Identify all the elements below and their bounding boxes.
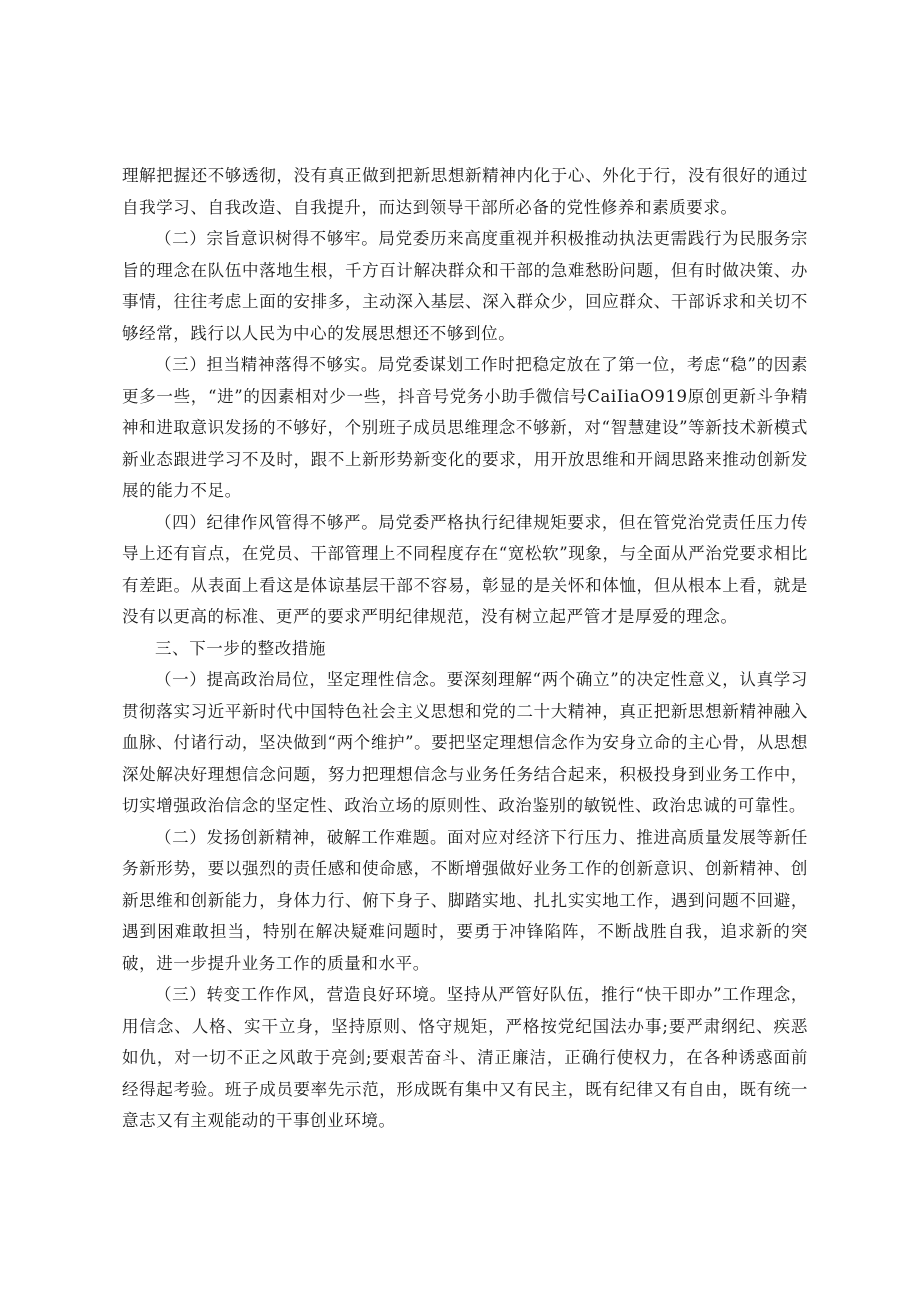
paragraph-continued: 理解把握还不够透彻，没有真正做到把新思想新精神内化于心、外化于行，没有很好的通过自我学习、自我改造、自我提升，而达到领导干部所必备的党性修养和素质要求。: [122, 166, 808, 217]
paragraph-innovation-spirit: （二）发扬创新精神，破解工作难题。面对应对经济下行压力、推进高质量发展等新任务新形势，要以强烈的责任感和使命感，不断增强做好业务工作的创新意识、创新精神、创新思维和创新能力，身体力行、俯下身子、脚踏实地、扎扎实实地工作，遇到问题不回避，遇到困难敢担当，特别在解决疑难问题时，要勇于冲锋陷阵，不断战胜自我，追求新的突破，进一步提升业务工作的质量和水平。: [122, 827, 808, 973]
paragraph-purpose-awareness: （二）宗旨意识树得不够牢。局党委历来高度重视并积极推动执法更需践行为民服务宗旨的理念在队伍中落地生根，千方百计解决群众和干部的急难愁盼问题，但有时做决策、办事情，往往考虑上面的安排多，主动深入基层、深入群众少，回应群众、干部诉求和关切不够经常，践行以人民为中心的发展思想还不够到位。: [122, 229, 808, 343]
paragraph-work-style: （三）转变工作作风，营造良好环境。坚持从严管好队伍，推行“快干即办”工作理念，用信念、人格、实干立身，坚持原则、恪守规矩，严格按党纪国法办事;要严肃纲纪、疾恶如仇，对一切不正之风敢于亮剑;要艰苦奋斗、清正廉洁，正确行使权力，在各种诱惑面前经得起考验。班子成员要率先示范，形成既有集中又有民主，既有纪律又有自由，既有统一意志又有主观能动的干事创业环境。: [122, 985, 808, 1130]
document-page: [122, 160, 808, 1137]
paragraph-political-position: （一）提高政治局位，坚定理性信念。要深刻理解“两个确立”的决定性意义，认真学习贯彻落实习近平新时代中国特色社会主义思想和党的二十大精神，真正把新思想新精神融入血脉、付诸行动，坚决做到“两个维护”。要把坚定理想信念作为安身立命的主心骨，从思想深处解决好理想信念问题，努力把理想信念与业务任务结合起来，积极投身到业务工作中，切实增强政治信念的坚定性、政治立场的原则性、政治鉴别的敏锐性、政治忠诚的可靠性。: [122, 670, 808, 815]
paragraph-discipline-style: （四）纪律作风管得不够严。局党委严格执行纪律规矩要求，但在管党治党责任压力传导上还有盲点，在党员、干部管理上不同程度存在“宽松软”现象，与全面从严治党要求相比有差距。从表面上看这是体谅基层干部不容易，彰显的是关怀和体恤，但从根本上看，就是没有以更高的标准、更严的要求严明纪律规范，没有树立起严管才是厚爱的理念。: [122, 512, 808, 626]
paragraph-responsibility-spirit: （三）担当精神落得不够实。局党委谋划工作时把稳定放在了第一位，考虑“稳”的因素更多一些，“进”的因素相对少一些，抖音号党务小助手微信号CaiIiaO919原创更新斗争精神和进取意识发扬的不够好，个别班子成员思维理念不够新，对“智慧建设”等新技术新模式新业态跟进学习不及时，跟不上新形势新变化的要求，用开放思维和开阔思路来推动创新发展的能力不足。: [122, 355, 808, 500]
section-heading-next-steps: 三、下一步的整改措施: [155, 638, 326, 658]
